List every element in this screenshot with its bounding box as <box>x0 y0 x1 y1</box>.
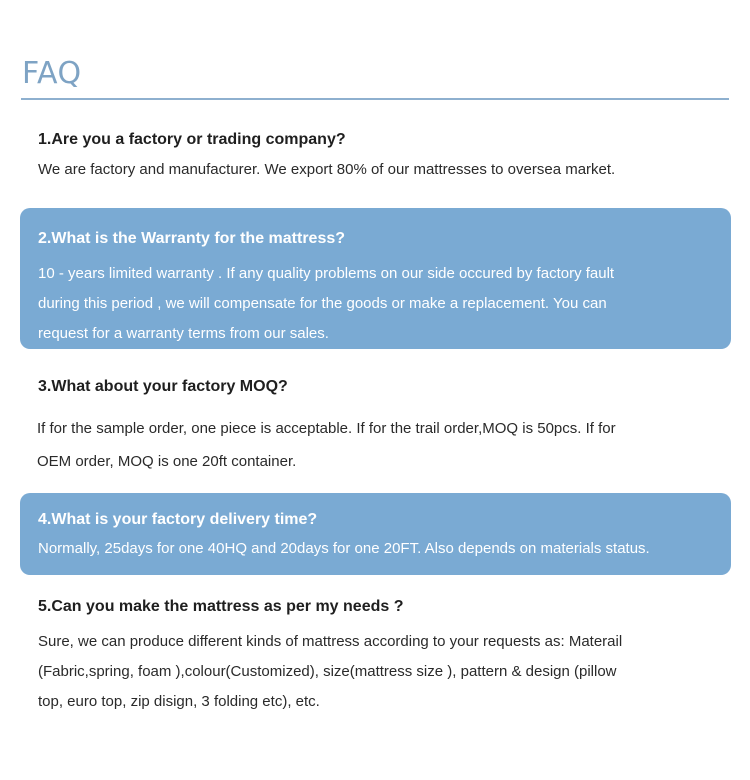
faq-answer-line: 10 - years limited warranty . If any quality problems on our side occured by factory fault <box>38 265 615 282</box>
faq-answer-1 <box>38 161 717 178</box>
faq-answer-line: Normally, 25days for one 40HQ and 20days for one 20FT. Also depends on materials status. <box>38 540 650 557</box>
faq-answer-3 <box>37 412 717 478</box>
faq-item-1 <box>20 120 731 190</box>
faq-answer-4 <box>38 540 717 557</box>
faq-answer-line: We are factory and manufacturer. We export 80% of our mattresses to oversea market. <box>38 161 616 178</box>
faq-question-1: 1.Are you a factory or trading company? <box>38 131 346 148</box>
title-divider <box>21 98 729 100</box>
faq-question-4: 4.What is your factory delivery time? <box>38 511 318 528</box>
faq-item-2 <box>20 208 731 349</box>
faq-answer-2 <box>38 259 717 349</box>
faq-item-5 <box>20 588 731 718</box>
faq-answer-line: If for the sample order, one piece is acceptable. If for the trail order,MOQ is 50pcs. If for <box>37 420 616 437</box>
faq-answer-line: OEM order, MOQ is one 20ft container. <box>37 453 297 470</box>
faq-item-4 <box>20 493 731 575</box>
faq-answer-line: top, euro top, zip disign, 3 folding etc), etc. <box>38 693 320 710</box>
faq-answer-line: Sure, we can produce different kinds of mattress according to your requests as: Materail <box>38 633 623 650</box>
faq-answer-line: request for a warranty terms from our sales. <box>38 325 329 342</box>
faq-question-3: 3.What about your factory MOQ? <box>38 378 288 395</box>
faq-answer-5 <box>38 627 717 717</box>
faq-item-3 <box>20 368 731 478</box>
faq-question-5: 5.Can you make the mattress as per my needs ? <box>38 598 404 615</box>
page-title: FAQ <box>22 56 82 91</box>
faq-question-2: 2.What is the Warranty for the mattress? <box>38 230 346 247</box>
faq-answer-line: during this period , we will compensate for the goods or make a replacement. You can <box>38 295 607 312</box>
faq-answer-line: (Fabric,spring, foam ),colour(Customized), size(mattress size ), pattern & design (pillow <box>38 663 617 680</box>
